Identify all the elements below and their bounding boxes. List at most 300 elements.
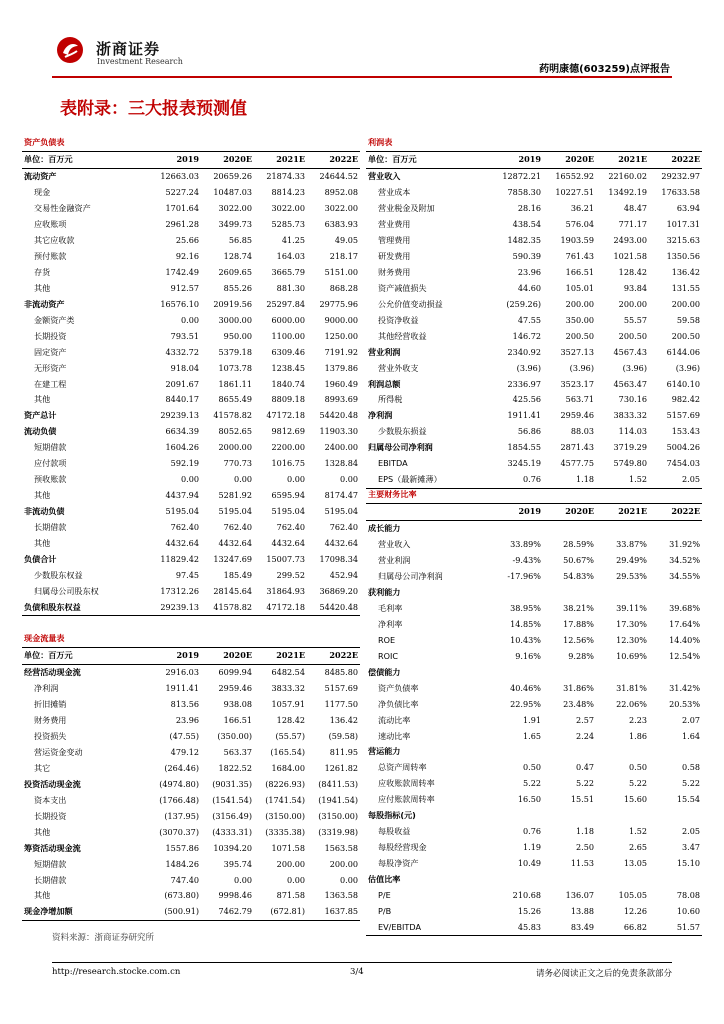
row-value: 2916.03 [165,667,199,678]
row-value: 1017.31 [666,219,701,230]
row-value: 2.07 [682,714,701,725]
row-value: (165.54) [270,747,305,758]
row-label: EBITDA [378,458,408,469]
row-value: 10.69% [616,650,647,661]
row-value: 15.26 [517,905,541,916]
year-header: 2020E [543,503,596,520]
row-label: 固定资产 [34,346,67,357]
row-value: 40.46% [510,682,541,693]
row-label: 应付账款周转率 [378,794,435,805]
row-value: 25.66 [175,235,199,246]
row-label: 少数股东权益 [34,569,83,580]
row-label: 交易性金融资产 [34,203,91,214]
row-value: 938.08 [223,699,252,710]
row-label: 应付款项 [34,458,67,469]
row-value [649,664,702,680]
row-value: (4974.80) [159,778,199,789]
row-value: (1541.54) [212,794,252,805]
table-row [22,888,360,904]
table-row [22,344,360,360]
table-row [22,729,360,745]
row-value: 200.50 [565,330,594,341]
table-row [22,376,360,392]
year-header: 2019 [490,503,543,520]
row-label: 其他 [34,826,51,837]
table-row [366,696,702,712]
row-value: 200.00 [671,298,701,309]
row-value: 54.83% [563,571,594,582]
row-value: (673.80) [164,890,199,901]
unit-label [366,503,490,520]
table-row [366,312,702,328]
row-value: 2.65 [628,842,647,853]
row-value: 10487.03 [213,187,252,198]
row-value: -9.43% [512,555,541,566]
table-row [22,840,360,856]
table-row [366,792,702,808]
table-row [22,713,360,729]
balance-sheet-table [22,135,360,616]
row-value: 15.54 [676,794,701,805]
row-value: 3833.32 [613,410,647,421]
row-label: 营业税金及附加 [378,203,435,214]
row-label: 投资净收益 [378,314,419,325]
row-value: 3022.00 [324,203,359,214]
row-value: 59.58 [676,314,701,325]
row-value: 47172.18 [254,599,307,615]
row-value: 218.17 [329,251,359,262]
table-row [366,887,702,903]
table-row [366,249,702,265]
row-value: 16.50 [517,794,541,805]
row-value: 1.18 [575,826,594,837]
row-value: 3833.32 [271,683,305,694]
row-value: 12.56% [563,634,594,645]
row-value: 4432.64 [271,537,305,548]
table-row [22,745,360,761]
row-value: 15.10 [676,858,701,869]
row-value: 771.17 [618,219,647,230]
row-label: 其他 [34,394,51,405]
row-value: 2.57 [575,714,594,725]
row-value: 1379.86 [324,362,359,373]
row-value [596,585,649,601]
row-value: 29.53% [616,571,647,582]
row-value: 563.37 [223,747,252,758]
table-row [366,296,702,312]
row-label: 其它应收款 [34,235,75,246]
row-value: 2.05 [682,826,701,837]
row-label: 资本支出 [34,794,67,805]
row-value [596,520,649,536]
row-value: 23.48% [563,698,594,709]
report-title: 药明康德(603259)点评报告 [539,64,670,75]
row-value: 1557.86 [165,842,199,853]
year-header: 2019 [148,151,201,168]
row-value: 14.40% [669,634,701,645]
row-value: 54420.48 [307,599,360,615]
row-value: 7191.92 [324,346,359,357]
row-value: 5.22 [682,778,701,789]
row-value: 3215.63 [666,235,701,246]
table-row [22,328,360,344]
unit-label: 单位：百万元 [22,151,148,168]
year-header: 2020E [543,151,596,168]
row-value: 13247.69 [213,553,252,564]
row-label: 其它 [34,762,51,773]
row-value: 4432.64 [165,537,199,548]
row-value: 15.51 [570,794,594,805]
row-value [596,744,649,760]
row-value: 2340.92 [507,346,541,357]
row-value: 11829.42 [160,553,199,564]
row-value: 0.00 [180,314,199,325]
row-value [490,585,543,601]
row-label: 获利能力 [368,587,401,598]
table-row [22,201,360,217]
row-label: 营业利润 [378,555,411,566]
row-value: 8952.08 [324,187,359,198]
row-value: 1328.84 [324,458,359,469]
row-value [543,585,596,601]
row-value: 1482.35 [507,235,541,246]
row-value: 5379.18 [218,346,252,357]
row-value: 29775.96 [319,298,359,309]
row-value: 1911.41 [507,410,541,421]
row-label: 其他 [34,282,51,293]
row-value: 17312.26 [160,585,199,596]
row-value: (264.46) [164,762,199,773]
row-value [543,872,596,888]
row-value: 5.22 [575,778,594,789]
year-header: 2019 [490,151,543,168]
row-label: ROIC [378,650,399,661]
row-value: 3022.00 [271,203,305,214]
row-value: 105.01 [565,282,594,293]
row-label: 长期投资 [34,330,67,341]
row-value: 918.04 [170,362,199,373]
row-value: 2.23 [628,714,647,725]
year-header: 2021E [254,151,307,168]
row-label: 少数股东损益 [378,426,427,437]
row-value: 17.64% [669,618,701,629]
year-header: 2019 [148,647,201,664]
table-title: 现金流量表 [22,631,360,647]
row-value: 563.71 [565,394,594,405]
table-title-row [22,135,360,151]
table-row [366,569,702,585]
row-value: (3.96) [516,362,541,373]
table-row [366,601,702,617]
row-value: 10227.51 [555,187,594,198]
row-value: 13.05 [623,858,647,869]
table-row [22,440,360,456]
row-value: 1.18 [543,472,596,488]
row-value: 5004.26 [666,442,701,453]
table-title: 主要财务比率 [366,487,702,503]
row-value: 4432.64 [324,537,359,548]
cash-flow-table [22,631,360,921]
table-row [366,217,702,233]
row-label: 资产总计 [24,410,57,421]
row-value: (350.00) [217,731,252,742]
row-label: 营业收入 [368,171,401,182]
row-label: EPS（最新摊薄） [366,472,490,488]
row-value: 0.76 [522,826,541,837]
row-label: 归属母公司净利润 [368,442,433,453]
row-value: (3150.00) [318,810,359,821]
row-label: 财务费用 [34,715,67,726]
table-row [366,728,702,744]
row-value [490,808,543,824]
row-value: 10394.20 [213,842,252,853]
row-value: 6595.94 [271,490,305,501]
row-value: 12872.21 [502,171,541,182]
table-row [22,792,360,808]
row-value: 2961.28 [165,219,199,230]
row-value: 25297.84 [266,298,305,309]
row-value: 200.00 [329,858,359,869]
row-value: 8174.47 [324,490,359,501]
row-label: 非流动负债 [24,506,65,517]
row-value: 200.00 [565,298,594,309]
row-label: 营业成本 [378,187,411,198]
row-label: 公允价值变动损益 [378,298,443,309]
row-value: 56.86 [517,426,541,437]
row-value: 45.83 [490,919,543,935]
row-value: 1.19 [522,842,541,853]
row-value: 128.42 [276,715,305,726]
table-row [366,168,702,184]
row-value: 6099.94 [218,667,252,678]
row-value [649,744,702,760]
row-value: 88.03 [570,426,594,437]
row-value: 4577.75 [560,458,594,469]
table-row [366,520,702,536]
row-value: 1.65 [522,730,541,741]
table-row [22,681,360,697]
row-value: 66.82 [596,919,649,935]
row-value: 39.11% [616,603,647,614]
row-value: (500.91) [148,904,201,920]
row-value: 1073.78 [218,362,252,373]
row-value: 982.42 [671,394,701,405]
row-value: 12.30% [616,634,647,645]
table-row [22,456,360,472]
row-label: 净利润 [368,410,393,421]
row-label: 非流动资产 [24,298,65,309]
row-value: -17.96% [507,571,541,582]
row-value: 17098.34 [319,553,359,564]
row-value: 1604.26 [165,442,199,453]
row-label: P/B [378,905,392,916]
row-label: 短期借款 [34,858,67,869]
row-value: 185.49 [223,569,252,580]
row-value: 1684.00 [271,762,305,773]
row-value: 10.43% [510,634,541,645]
year-header: 2021E [254,647,307,664]
row-value: 44.60 [517,282,541,293]
row-value: 747.40 [170,874,199,885]
row-value: 5195.04 [218,506,252,517]
row-label: 研发费用 [378,251,411,262]
table-row [22,599,360,615]
row-label: 无形资产 [34,362,67,373]
table-row [22,424,360,440]
row-value: 36869.20 [319,585,359,596]
table-row [366,537,702,553]
row-value: 92.16 [175,251,199,262]
row-label: 长期借款 [34,521,67,532]
row-value: 17.30% [616,618,647,629]
row-value: 730.16 [618,394,647,405]
row-label: 偿债能力 [368,666,401,677]
row-value: 5195.04 [165,506,199,517]
row-value: 871.58 [276,890,305,901]
table-row [366,712,702,728]
row-value: 1057.91 [271,699,305,710]
row-value: (47.55) [169,731,199,742]
table-row [366,233,702,249]
row-value: 762.40 [170,521,199,532]
row-value: 1903.59 [560,235,594,246]
row-value: 592.19 [170,458,199,469]
row-value: 1960.49 [324,378,359,389]
row-value: 16552.92 [555,171,594,182]
row-value: 2493.00 [613,235,647,246]
row-label: 其他 [34,537,51,548]
row-value: 590.39 [512,251,541,262]
row-value [649,585,702,601]
row-label: 营业费用 [378,219,411,230]
row-value: 41.25 [281,235,305,246]
table-row [22,360,360,376]
row-value: 2091.67 [165,378,199,389]
row-value: 1100.00 [271,330,305,341]
row-value: 146.72 [512,330,541,341]
row-value: 479.12 [170,747,199,758]
table-row [22,472,360,488]
row-value: (259.26) [506,298,541,309]
row-label: 净利率 [378,618,403,629]
row-label: 流动资产 [24,171,57,182]
row-value: 813.56 [170,699,199,710]
row-value: 34.52% [669,555,701,566]
row-value: 8993.69 [324,394,359,405]
row-label: 应收账款周转率 [378,778,435,789]
table-row [366,408,702,424]
table-row [366,585,702,601]
row-value: (1766.48) [159,794,199,805]
row-value: 2400.00 [324,442,359,453]
table-row [366,776,702,792]
row-label: 长期投资 [34,810,67,821]
row-value: 31.42% [669,682,701,693]
row-value: 2959.46 [560,410,594,421]
row-value: 200.00 [618,298,647,309]
row-label: 营业利润 [368,346,401,357]
row-value: 33.89% [510,539,541,550]
table-row [366,185,702,201]
footer-url-link[interactable]: http://research.stocke.com.cn [52,967,181,977]
row-value: 210.68 [512,889,541,900]
row-value: 22.95% [510,698,541,709]
table-row [366,456,702,472]
table-row [366,440,702,456]
row-value: (8226.93) [265,778,305,789]
row-value: 5157.69 [324,683,359,694]
row-value: 762.40 [329,521,359,532]
row-value: 21874.33 [266,171,305,182]
company-name: 浙商证券 [96,40,161,58]
table-row [366,824,702,840]
row-value [543,664,596,680]
row-value: 51.57 [649,919,702,935]
row-value: 1238.45 [271,362,305,373]
row-value: 166.51 [565,266,594,277]
row-value: 14.85% [510,618,541,629]
row-label: 财务费用 [378,266,411,277]
row-value: 11903.30 [319,426,359,437]
row-value: 912.57 [170,282,199,293]
row-value: 200.50 [618,330,647,341]
row-label: 每股收益 [378,826,411,837]
row-value [543,808,596,824]
row-value: 93.84 [623,282,647,293]
row-label: 投资活动现金流 [24,778,81,789]
row-value: 3000.00 [218,314,252,325]
row-value: 9812.69 [271,426,305,437]
row-value: 7454.03 [666,458,701,469]
row-value: 11.53 [570,858,594,869]
row-value [490,664,543,680]
financial-ratios-table [366,487,702,936]
row-value: 36.21 [570,203,594,214]
year-header: 2020E [201,647,254,664]
row-value: 8655.49 [218,394,252,405]
table-row [22,488,360,504]
table-row [366,680,702,696]
table-row [22,697,360,713]
row-value: 48.47 [623,203,647,214]
table-row [22,249,360,265]
table-row [22,567,360,583]
row-value: 793.51 [170,330,199,341]
row-value [543,520,596,536]
row-label: 归属母公司股东权 [34,585,99,596]
row-value: 23.96 [175,715,199,726]
row-value: 29239.13 [160,410,199,421]
row-value: (3156.49) [212,810,252,821]
row-label: 流动负债 [24,426,57,437]
row-value: (3319.98) [318,826,359,837]
table-row [22,856,360,872]
row-value: 1.52 [596,472,649,488]
table-title: 利润表 [366,135,702,151]
row-value: 3719.29 [613,442,647,453]
row-value: (9031.35) [212,778,252,789]
table-row [366,919,702,935]
row-value: 128.42 [618,266,647,277]
row-value: 868.28 [329,282,359,293]
table-row [22,535,360,551]
row-value: 0.00 [180,474,199,485]
disclaimer-note: 请务必阅读正文之后的免责条款部分 [535,969,672,979]
row-value: 1822.52 [218,762,252,773]
row-value: 23.96 [517,266,541,277]
year-header: 2020E [201,151,254,168]
row-value: 136.07 [565,889,594,900]
